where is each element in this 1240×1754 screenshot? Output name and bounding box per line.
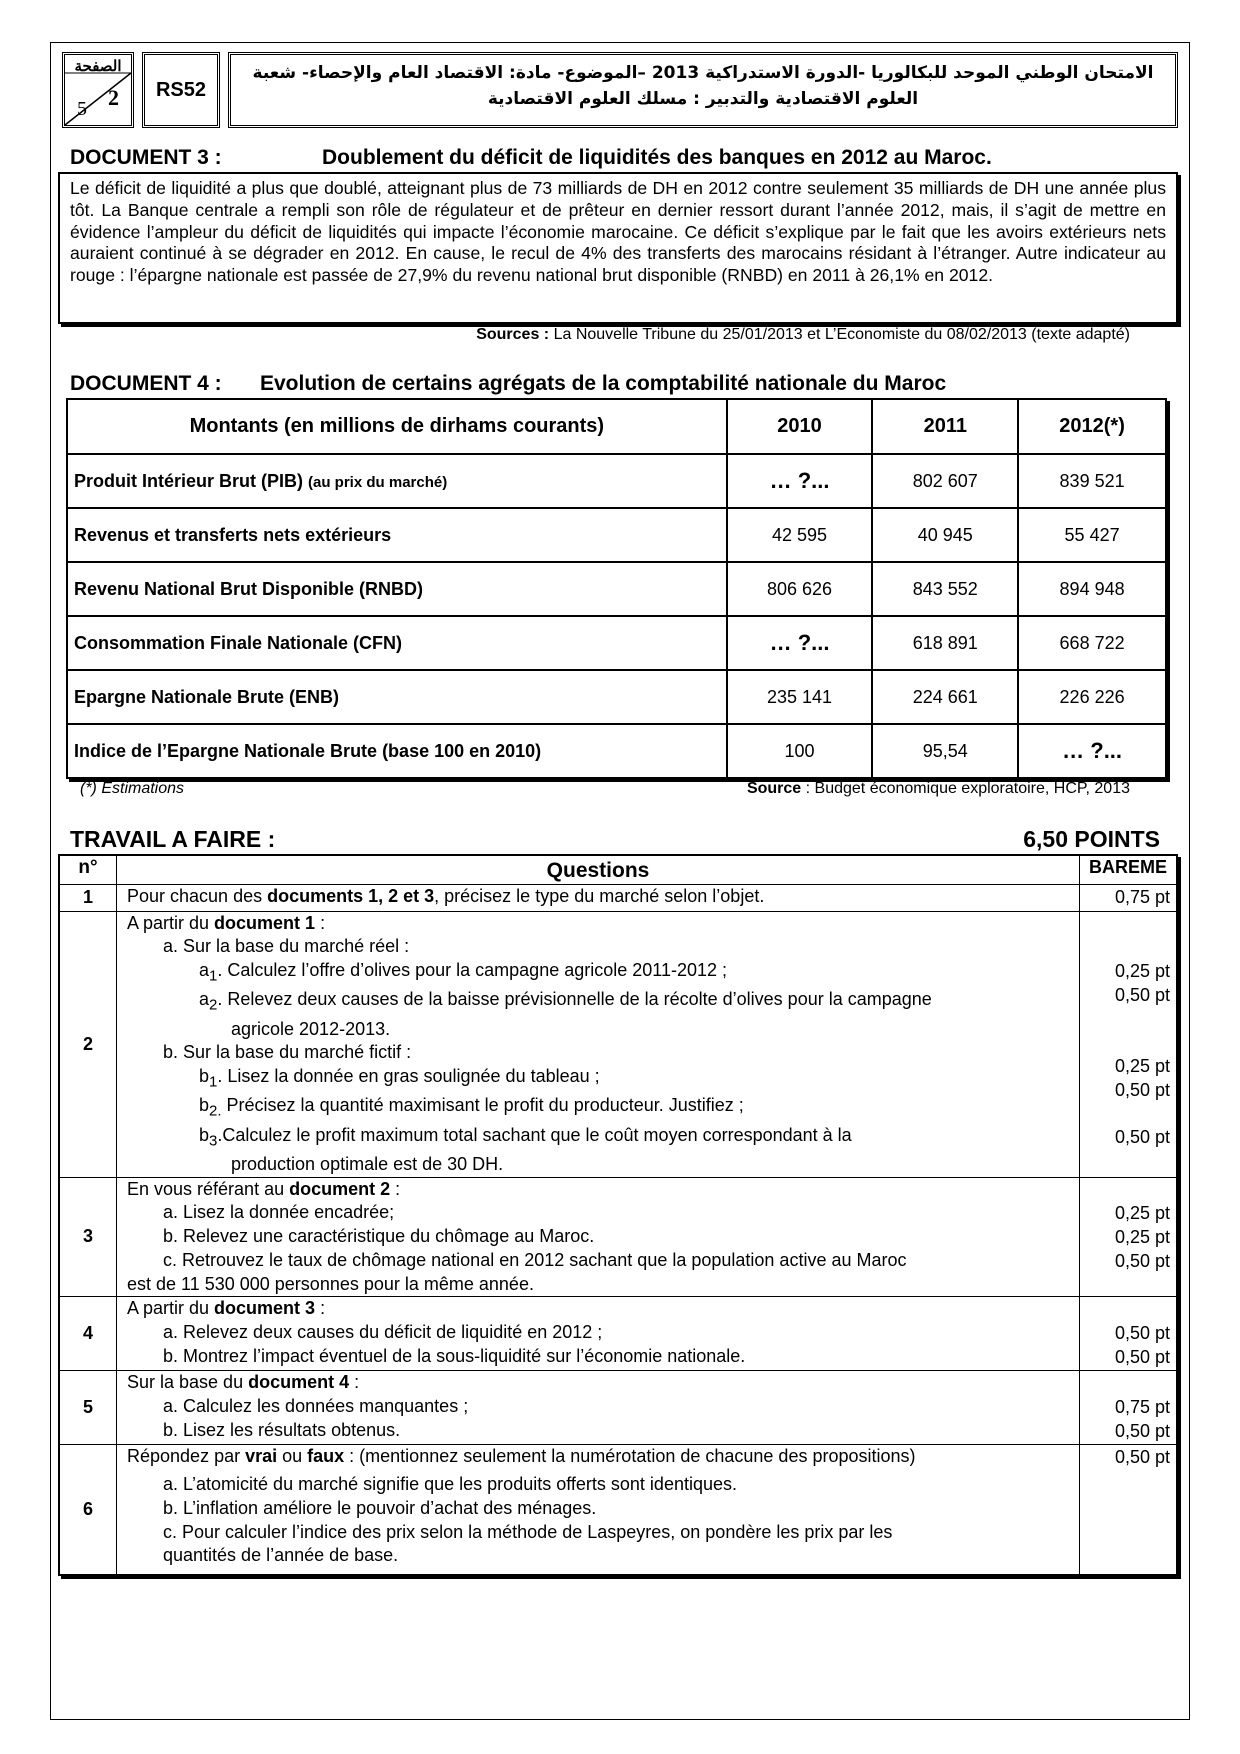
q3-a: a. Lisez la donnée encadrée; (163, 1202, 395, 1223)
q2-b: b. Sur la base du marché fictif : (163, 1042, 412, 1063)
q2-a2-cont: agricole 2012-2013. (231, 1018, 391, 1039)
exam-title-line1: الامتحان الوطني الموحد للبكالوريا -الدورة الاستدراكية 2013 –الموضوع- مادة: الاقتصاد العام والإحصاء- شعبة (252, 63, 1154, 83)
doc3-title: Doublement du déficit de liquidités des banques en 2012 au Maroc. (322, 146, 992, 169)
row-label: Epargne Nationale Brute (ENB) (67, 670, 727, 724)
q3-intro-post: : (390, 1178, 401, 1199)
q5-intro-bold: document 4 (248, 1372, 350, 1393)
q3-intro-bold: document 2 (289, 1178, 391, 1199)
q5-b: b. Lisez les résultats obtenus. (163, 1419, 401, 1440)
q1-post: , précisez le type du marché selon l’objet. (434, 886, 765, 906)
q1-pre: Pour chacun des (127, 886, 268, 906)
cell-2011: 40 945 (872, 508, 1018, 562)
doc4-table (66, 398, 1167, 779)
doc4-estimations: (*) Estimations (80, 780, 185, 797)
question-text (117, 885, 1080, 912)
col-header: 2010 (727, 399, 873, 454)
doc3-text: Le déficit de liquidité a plus que doublé, atteignant plus de 73 milliards de DH en 2012 contre seulement 35 milliards de DH une année plus tôt. La Banque centrale a rempli son rôle de régulateur et de prêteur en dernier ressort durant l’année 2012, mais, il s’agit de mettre en évidence l’ampleur du déficit de liquidités qui impacte l’économie marocaine. Ce déficit s’explique par le fait que les avoirs extérieurs nets auraient continué à se dégrader en 2012. En cause, le recul de 4% des transferts des marocains résidant à l’étranger. Autre indicateur au rouge : l’épargne nationale est passée de 27,9% du revenu national brut disponible (RNBD) en 2011 à 26,1% en 2012. (58, 172, 1178, 324)
cell-2010: 100 (727, 724, 873, 778)
question-number: 3 (59, 1177, 117, 1297)
q5-a: a. Calculez les données manquantes ; (163, 1396, 469, 1417)
q6-a: a. L’atomicité du marché signifie que les produits offerts sont identiques. (163, 1474, 737, 1495)
cell-2011: 95,54 (872, 724, 1018, 778)
q5-intro-post: : (349, 1372, 360, 1393)
q2-b3-pre: b (199, 1124, 210, 1145)
q2-b3-points: 0,50 pt (1114, 1126, 1170, 1147)
q2-a2 (127, 988, 1069, 1017)
question-number: 6 (59, 1445, 117, 1575)
question-number: 1 (59, 885, 117, 912)
q3-c: c. Retrouvez le taux de chômage national en 2012 sachant que la population active au Maroc (163, 1249, 907, 1270)
travail-points: 6,50 POINTS (1023, 826, 1160, 852)
question-row (59, 1445, 1177, 1575)
q4-a-points: 0,50 pt (1114, 1322, 1170, 1343)
doc4-label: DOCUMENT 4 : (70, 372, 222, 395)
doc3-label: DOCUMENT 3 : (70, 146, 222, 169)
doc3-sources-label: Sources : (476, 326, 550, 343)
page-number: 2 (108, 85, 119, 110)
questions-table (58, 854, 1178, 1576)
row-label: Consommation Finale Nationale (CFN) (67, 616, 727, 670)
q2-intro-pre: A partir du (127, 912, 215, 933)
q5-a-points: 0,75 pt (1114, 1397, 1170, 1417)
q2-b2-text: Précisez la quantité maximisant le profit du producteur. Justifiez ; (221, 1095, 744, 1116)
question-points: 0,50 pt (1080, 1445, 1178, 1575)
q2-intro-bold: document 1 (214, 912, 316, 933)
q2-a: a. Sur la base du marché réel : (163, 936, 410, 957)
q2-b1-pre: b (199, 1066, 210, 1087)
exam-title (228, 52, 1178, 128)
col-no: n° (59, 855, 117, 885)
q2-a1-sub: 1 (209, 967, 218, 985)
q6-intro-faux: faux (307, 1446, 345, 1467)
cell-2010: … ?... (727, 616, 873, 670)
q2-a2-pre: a (199, 989, 210, 1010)
table-row (67, 616, 1166, 670)
table-header-row (67, 399, 1166, 454)
q4-intro-pre: A partir du (127, 1298, 215, 1319)
page-number-box (62, 52, 134, 128)
page-total: 5 (77, 98, 87, 120)
cell-2010: 42 595 (727, 508, 873, 562)
row-label: Revenu National Brut Disponible (RNBD) (67, 562, 727, 616)
q4-intro-bold: document 3 (214, 1298, 316, 1319)
q1-bold: documents 1, 2 et 3 (267, 886, 435, 906)
col-header: 2012(*) (1018, 399, 1166, 454)
q3-b: b. Relevez une caractéristique du chômage au Maroc. (163, 1226, 595, 1247)
q4-b: b. Montrez l’impact éventuel de la sous-liquidité sur l’économie nationale. (163, 1345, 746, 1366)
row-label: Revenus et transferts nets extérieurs (67, 508, 727, 562)
q2-b2-sub: 2. (209, 1103, 222, 1120)
col-header: 2011 (872, 399, 1018, 454)
question-text (117, 1177, 1080, 1297)
q2-a1 (127, 959, 1069, 988)
question-number: 2 (59, 911, 117, 1177)
q2-b3-text: .Calculez le profit maximum total sachant que le coût moyen correspondant à la (217, 1124, 852, 1145)
doc4-source-label: Source (746, 780, 802, 797)
travail-title: TRAVAIL A FAIRE : (70, 826, 276, 852)
row-label: Indice de l’Epargne Nationale Brute (base 100 en 2010) (67, 724, 727, 778)
q2-b3-cont: production optimale est de 30 DH. (231, 1154, 504, 1174)
question-row (59, 911, 1177, 1177)
q6-intro-vrai: vrai (245, 1446, 278, 1467)
q6-c-cont: quantités de l’année de base. (163, 1545, 399, 1566)
cell-2011: 802 607 (872, 454, 1018, 508)
q2-b2-points: 0,50 pt (1114, 1079, 1170, 1100)
cell-2012: 226 226 (1018, 670, 1166, 724)
q2-intro-post: : (315, 912, 326, 933)
question-points (1080, 1297, 1178, 1371)
table-row (67, 562, 1166, 616)
cell-2012: 839 521 (1018, 454, 1166, 508)
q3-c-points: 0,50 pt (1114, 1250, 1170, 1271)
q6-b: b. L’inflation améliore le pouvoir d’achat des ménages. (163, 1497, 597, 1518)
page-label: الصفحة (74, 57, 122, 75)
q6-intro-mid: ou (277, 1446, 308, 1467)
q2-b1-text: . Lisez la donnée en gras soulignée du tableau ; (217, 1066, 600, 1087)
exam-code: RS52 (142, 52, 220, 128)
q2-b3-sub: 3 (209, 1132, 218, 1150)
q4-b-points: 0,50 pt (1114, 1346, 1170, 1367)
q6-intro-post: : (mentionnez seulement la numérotation de chacune des propositions) (344, 1446, 916, 1467)
exam-title-line2: العلوم الاقتصادية والتدبير : مسلك العلوم الاقتصادية (487, 89, 919, 109)
q4-intro-post: : (315, 1298, 326, 1319)
q4-a: a. Relevez deux causes du déficit de liquidité en 2012 ; (163, 1321, 603, 1342)
doc4-source (0, 780, 1130, 798)
col-header: Montants (en millions de dirhams courants) (67, 399, 727, 454)
question-points (1080, 1371, 1178, 1445)
question-text (117, 1297, 1080, 1371)
cell-2011: 843 552 (872, 562, 1018, 616)
q2-b1-sub: 1 (209, 1073, 218, 1091)
q2-a2-sub: 2 (209, 997, 218, 1014)
row-label-text: Produit Intérieur Brut (PIB) (74, 470, 303, 491)
cell-2012: 894 948 (1018, 562, 1166, 616)
cell-2010: … ?... (727, 454, 873, 508)
q3-b-points: 0,25 pt (1114, 1227, 1170, 1248)
q2-b2-pre: b (199, 1095, 210, 1116)
table-row (67, 454, 1166, 508)
table-header-row (59, 855, 1177, 885)
doc4-source-text: : Budget économique exploratoire, HCP, 2013 (805, 780, 1130, 797)
table-row (67, 670, 1166, 724)
question-number: 5 (59, 1371, 117, 1445)
cell-2012: … ?... (1018, 724, 1166, 778)
q2-a1-points: 0,25 pt (1114, 961, 1170, 982)
doc3-sources-text: La Nouvelle Tribune du 25/01/2013 et L’Economiste du 08/02/2013 (texte adapté) (553, 326, 1130, 343)
cell-2011: 224 661 (872, 670, 1018, 724)
q2-a1-pre: a (199, 960, 210, 981)
col-bareme: BAREME (1080, 855, 1178, 885)
question-points (1080, 911, 1178, 1177)
q3-c-cont: est de 11 530 000 personnes pour la même année. (127, 1273, 534, 1294)
cell-2010: 806 626 (727, 562, 873, 616)
cell-2012: 668 722 (1018, 616, 1166, 670)
row-note: (au prix du marché) (308, 473, 448, 491)
question-points: 0,75 pt (1080, 885, 1178, 912)
question-row (59, 1371, 1177, 1445)
q5-intro-pre: Sur la base du (127, 1372, 249, 1393)
cell-2011: 618 891 (872, 616, 1018, 670)
q2-b1 (127, 1065, 1069, 1094)
table-row (67, 724, 1166, 778)
col-questions: Questions (117, 855, 1080, 885)
q2-b1-points: 0,25 pt (1114, 1055, 1170, 1076)
question-text (117, 911, 1080, 1177)
doc4-title: Evolution de certains agrégats de la comptabilité nationale du Maroc (260, 372, 947, 395)
q2-b3 (127, 1124, 1069, 1153)
q2-a2-points: 0,50 pt (1114, 984, 1170, 1005)
q6-intro-pre: Répondez par (127, 1446, 246, 1467)
q6-c: c. Pour calculer l’indice des prix selon la méthode de Laspeyres, on pondère les prix par les (163, 1521, 893, 1542)
cell-2012: 55 427 (1018, 508, 1166, 562)
q2-b2 (127, 1094, 1069, 1123)
question-text (117, 1445, 1080, 1575)
question-row (59, 885, 1177, 912)
doc3-sources (0, 326, 1130, 344)
question-points (1080, 1177, 1178, 1297)
row-label (67, 454, 727, 508)
q3-a-points: 0,25 pt (1114, 1203, 1170, 1224)
question-number: 4 (59, 1297, 117, 1371)
question-row (59, 1297, 1177, 1371)
table-row (67, 508, 1166, 562)
q3-intro-pre: En vous référant au (127, 1178, 290, 1199)
q2-a2-text: . Relevez deux causes de la baisse prévisionnelle de la récolte d’olives pour la campagne (217, 989, 932, 1010)
cell-2010: 235 141 (727, 670, 873, 724)
q5-b-points: 0,50 pt (1114, 1420, 1170, 1441)
question-row (59, 1177, 1177, 1297)
q2-a1-text: . Calculez l’offre d’olives pour la campagne agricole 2011-2012 ; (217, 960, 727, 981)
question-text (117, 1371, 1080, 1445)
